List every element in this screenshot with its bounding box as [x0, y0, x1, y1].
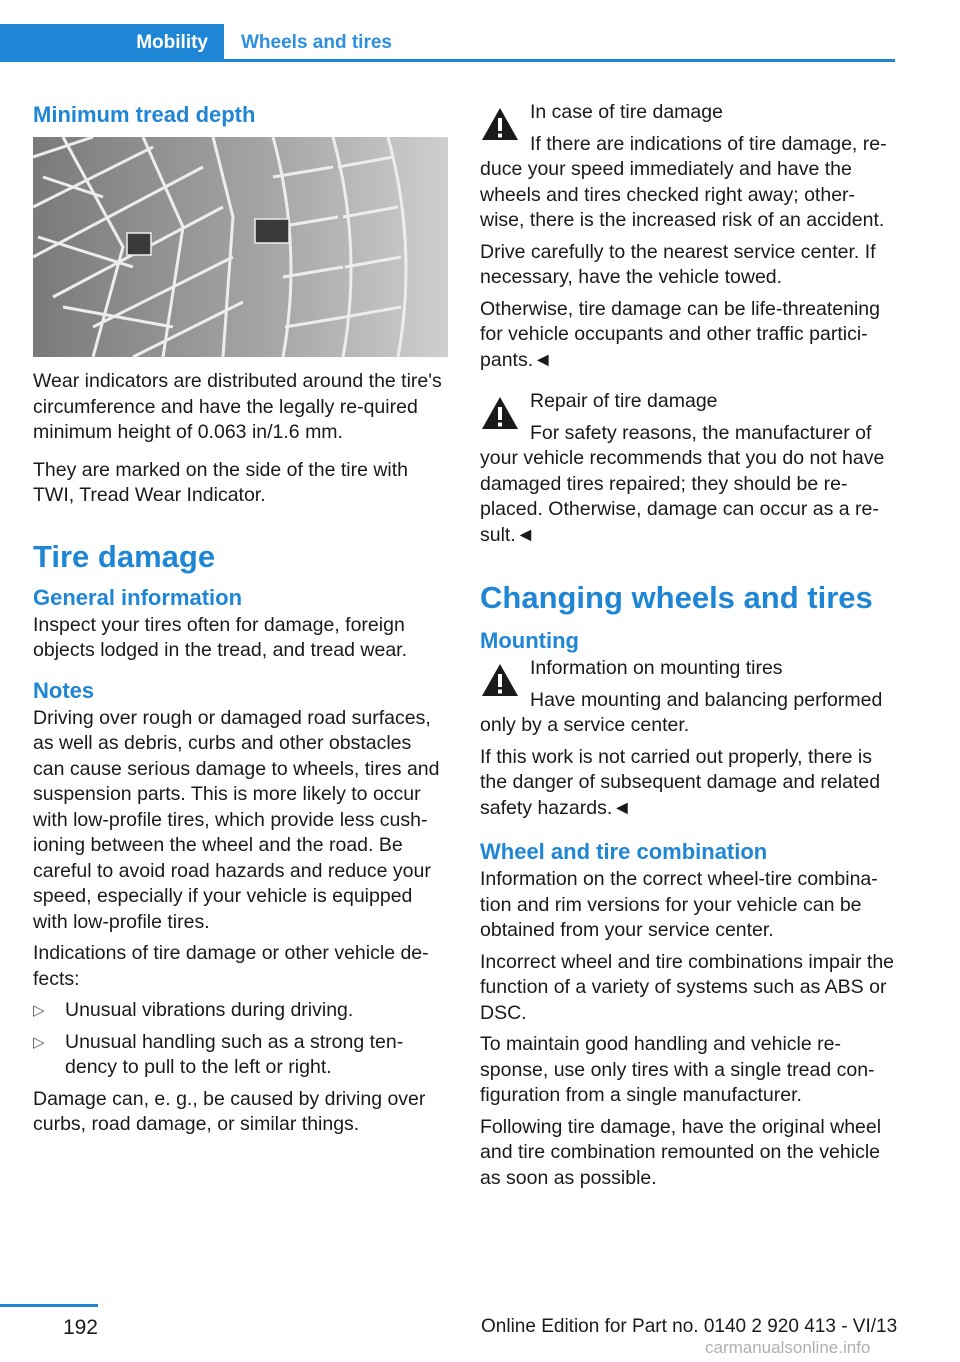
- warning-repair: [480, 389, 895, 548]
- paragraph-damage-caused: Damage can, e. g., be caused by driving over curbs, road damage, or similar things.: [33, 1087, 426, 1135]
- paragraph-incorrect-combination: Incorrect wheel and tire combinations impair the function of a variety of systems such as ABS or DSC.: [480, 950, 895, 1024]
- page-number: 192: [62, 1316, 98, 1339]
- paragraph-marked: They are marked on the side of the tire with TWI, Tread Wear Indicator.: [33, 458, 409, 506]
- paragraph-driving: Driving over rough or damaged road surfaces, as well as debris, curbs and other obstacles can cause serious damage to wheels, tires and suspension parts. This is more likely to occur with low-profile tires, which provide less cush-ioning between the wheel and the road. Be careful to avoid road hazards and reduce your speed, especially if your vehicle is equipped with low-profile tires.: [33, 706, 440, 933]
- warning-triangle-icon: [480, 106, 520, 142]
- bullet-text: Unusual vibrations during driving.: [65, 999, 354, 1021]
- list-item: [33, 998, 448, 1024]
- warning-title: Repair of tire damage: [530, 390, 718, 412]
- paragraph-following-damage: Following tire damage, have the original wheel and tire combination remounted on the vehicle as soon as possible.: [480, 1115, 882, 1189]
- paragraph-not-carried-out: If this work is not carried out properly, there is the danger of subsequent damage and related safety hazards.◄: [480, 745, 881, 819]
- header-tabbar: [0, 24, 895, 62]
- warning-title: Information on mounting tires: [530, 657, 783, 679]
- tire-tread-illustration: [33, 137, 448, 357]
- right-column: [480, 100, 895, 1191]
- heading-tire-damage: Tire damage: [33, 538, 216, 574]
- bullet-triangle-icon: ▷: [33, 1002, 45, 1019]
- paragraph-correct-combination: Information on the correct wheel-tire combina-tion and rim versions for your vehicle can be obtained from your service center.: [480, 868, 878, 941]
- heading-minimum-tread-depth: Minimum tread depth: [33, 102, 256, 127]
- footer-accent-line: [0, 1304, 98, 1307]
- paragraph-drive-carefully: Drive carefully to the nearest service center. If necessary, have the vehicle towed.: [480, 240, 876, 288]
- warning-text: For safety reasons, the manufacturer of your vehicle recommends that you do not have damaged tires repaired; they should be re-placed. Otherwise, damage can occur as a re-sult.◄: [480, 421, 885, 546]
- bullet-triangle-icon: ▷: [33, 1033, 45, 1051]
- paragraph-otherwise: Otherwise, tire damage can be life-threatening for vehicle occupants and other traffic partici-pants.◄: [480, 297, 880, 371]
- edition-note: Online Edition for Part no. 0140 2 920 413 - VI/13: [481, 1316, 898, 1337]
- warning-tire-damage: [480, 100, 895, 234]
- warning-mounting: [480, 656, 895, 739]
- heading-general-information: General information: [33, 584, 243, 610]
- watermark: carmanualsonline.info: [705, 1338, 871, 1357]
- tab-mobility[interactable]: Mobility: [0, 24, 224, 59]
- heading-mounting: Mounting: [480, 628, 579, 653]
- heading-changing-wheels-and-tires: Changing wheels and tires: [480, 580, 873, 615]
- warning-text: Have mounting and balancing performed only by a service center.: [480, 688, 883, 736]
- tire-tread-image: [33, 137, 448, 357]
- list-item: [33, 1030, 448, 1081]
- paragraph-wear-indicators: Wear indicators are distributed around the tire's circumference and have the legally re-quired minimum height of 0.063 in/1.6 mm.: [33, 370, 442, 443]
- warning-triangle-icon: [480, 662, 520, 698]
- warning-triangle-icon: [480, 395, 520, 431]
- paragraph-indications: Indications of tire damage or other vehicle de-fects:: [33, 942, 429, 990]
- left-column: [33, 100, 448, 1138]
- bullet-text: Unusual handling such as a strong ten-dency to pull to the left or right.: [65, 1030, 404, 1078]
- tab-wheels-and-tires[interactable]: Wheels and tires: [241, 32, 392, 53]
- warning-text: If there are indications of tire damage, re-duce your speed immediately and have the wheels and tires checked right away; other-wise, there is the increased risk of an accident.: [480, 132, 887, 231]
- heading-notes: Notes: [33, 677, 95, 703]
- paragraph-inspect: Inspect your tires often for damage, foreign objects lodged in the tread, and tread wear.: [33, 613, 408, 661]
- warning-title: In case of tire damage: [530, 101, 723, 123]
- heading-wheel-and-tire-combination: Wheel and tire combination: [480, 839, 768, 864]
- paragraph-maintain-handling: To maintain good handling and vehicle re-sponse, use only tires with a single tread con-figuration from a single manufacturer.: [480, 1033, 875, 1106]
